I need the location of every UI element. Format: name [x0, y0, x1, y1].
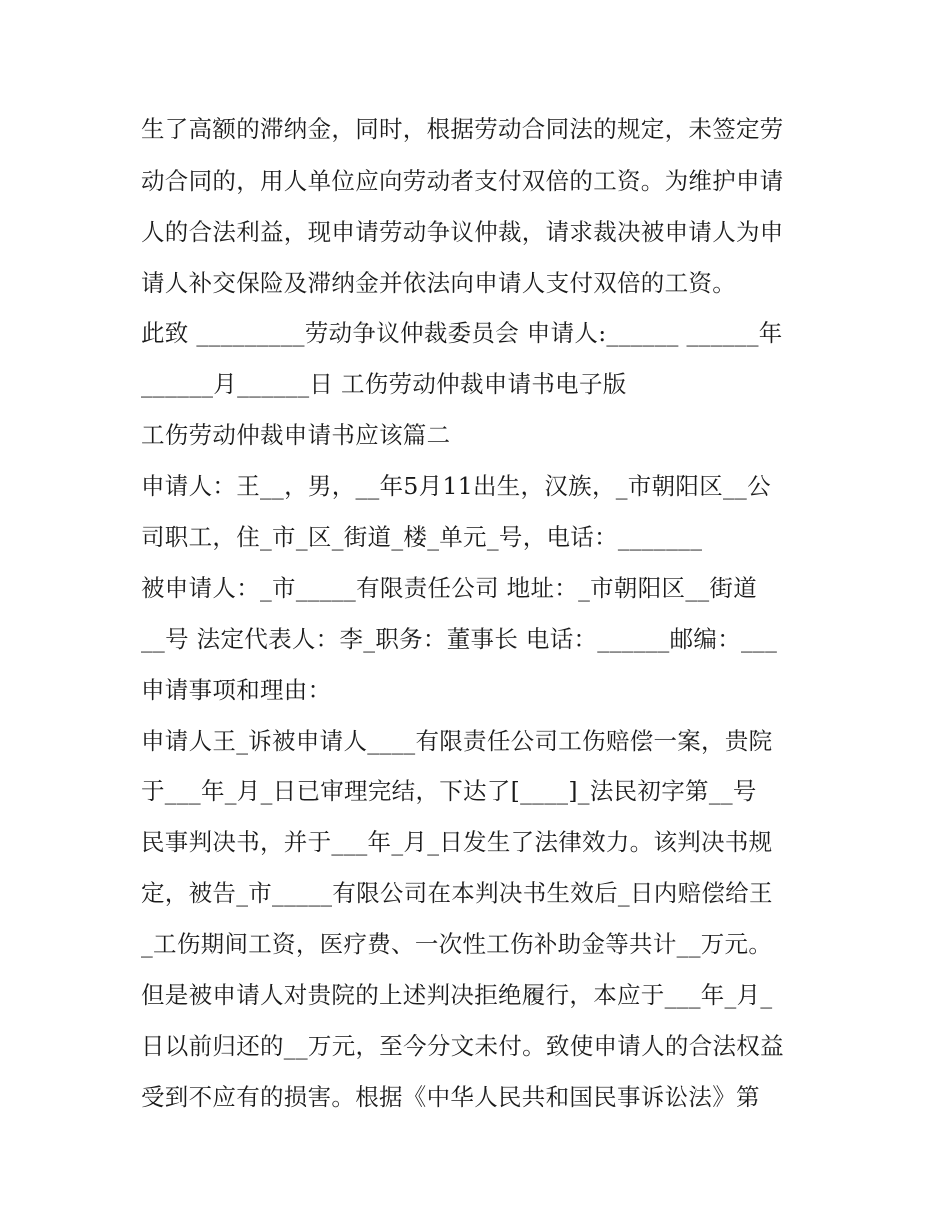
respondent-info-line: __号 法定代表人：李_职务：董事长 电话：______邮编：___ — [141, 625, 778, 653]
date-line: ______月______日 工伤劳动仲裁申请书电子版 — [141, 370, 627, 398]
respondent-info-line: 被申请人：_市_____有限责任公司 地址：_市朝阳区__街道 — [141, 574, 758, 602]
body-text-line: 日以前归还的__万元，至今分文未付。致使申请人的合法权益 — [141, 1032, 784, 1060]
body-text-line: 动合同的，用人单位应向劳动者支付双倍的工资。为维护申请 — [141, 167, 784, 195]
body-text-line: 定，被告_市_____有限公司在本判决书生效后_日内赔偿给王 — [141, 879, 773, 907]
body-text-line: 民事判决书，并于___年_月_日发生了法律效力。该判决书规 — [141, 828, 773, 856]
body-text-line: _工伤期间工资，医疗费、一次性工伤补助金等共计__万元。 — [141, 930, 773, 958]
body-text-line: 申请人王_诉被申请人____有限责任公司工伤赔偿一案，贵院 — [141, 727, 773, 755]
body-text-line: 受到不应有的损害。根据《中华人民共和国民事诉讼法》第 — [141, 1083, 760, 1111]
claims-heading: 申请事项和理由： — [141, 676, 332, 704]
body-text-line: 人的合法利益，现申请劳动争议仲裁，请求裁决被申请人为申 — [141, 218, 784, 246]
body-text-line: 于___年_月_日已审理完结，下达了[____]_法民初字第__号 — [141, 777, 757, 805]
body-text-line: 生了高额的滞纳金，同时，根据劳动合同法的规定，未签定劳 — [141, 115, 784, 143]
applicant-info-line: 申请人：王__，男，__年5月11出生，汉族，_市朝阳区__公 — [141, 472, 771, 500]
closing-line: 此致 _________劳动争议仲裁委员会 申请人:______ ______年 — [141, 319, 783, 347]
section-heading: 工伤劳动仲裁申请书应该篇二 — [141, 421, 451, 449]
body-text-line: 请人补交保险及滞纳金并依法向申请人支付双倍的工资。 — [141, 269, 736, 297]
body-text-line: 但是被申请人对贵院的上述判决拒绝履行，本应于___年_月_ — [141, 981, 773, 1009]
applicant-info-line: 司职工，住_市_区_街道_楼_单元_号，电话：_______ — [141, 523, 703, 551]
